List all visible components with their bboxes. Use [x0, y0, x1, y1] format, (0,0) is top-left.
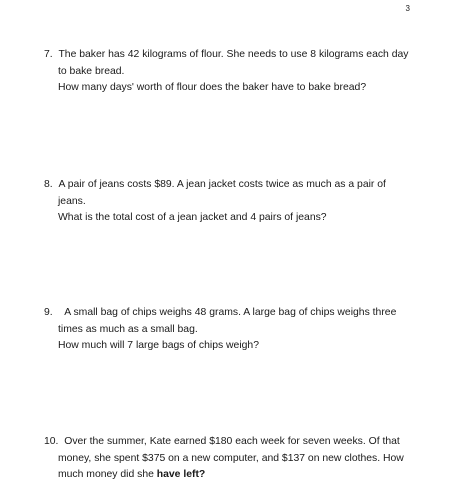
word-problem-10 — [44, 434, 429, 484]
problem-line — [44, 177, 429, 194]
problem-question: What is the total cost of a jean jacket and 4 pairs of jeans? — [58, 212, 327, 223]
problem-number: 10. — [44, 436, 59, 447]
problem-line: jeans. — [58, 195, 86, 207]
problem-question: How many days' worth of flour does the baker have to bake bread? — [58, 82, 367, 93]
problem-line: times as much as a small bag. — [58, 323, 198, 335]
problem-line — [44, 305, 429, 322]
word-problem-8 — [44, 177, 429, 227]
page-number: 3 — [405, 4, 410, 13]
problem-question — [44, 467, 429, 484]
problem-text: Over the summer, Kate earned $180 each week for seven weeks. Of that — [64, 436, 400, 447]
problem-number: 7. — [44, 49, 53, 60]
problem-question: How much will 7 large bags of chips weigh? — [58, 340, 259, 351]
word-problem-9 — [44, 305, 429, 355]
problem-line — [44, 434, 429, 451]
problem-text: A pair of jeans costs $89. A jean jacket costs twice as much as a pair of — [58, 179, 386, 190]
problem-number: 8. — [44, 179, 53, 190]
problem-line — [44, 47, 429, 64]
word-problem-7 — [44, 47, 429, 97]
problem-text: much money did she — [58, 469, 157, 480]
problem-line: to bake bread. — [58, 65, 125, 77]
problem-line: money, she spent $375 on a new computer, and $137 on new clothes. How — [58, 452, 404, 464]
problem-text: A small bag of chips weighs 48 grams. A large bag of chips weighs three — [64, 307, 397, 318]
emphasized-text: have left? — [156, 469, 206, 480]
problem-text: The baker has 42 kilograms of flour. She needs to use 8 kilograms each day — [58, 49, 409, 60]
problem-number: 9. — [44, 307, 53, 318]
